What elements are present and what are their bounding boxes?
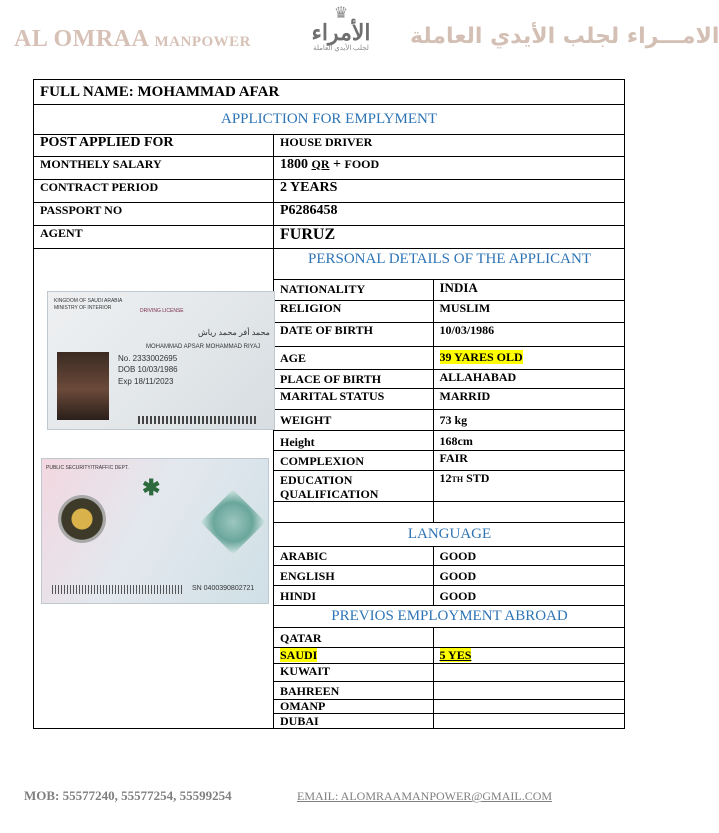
license-ministry: MINISTRY OF INTERIOR <box>54 305 112 311</box>
letterhead <box>0 0 719 70</box>
dob-value: 10/03/1986 <box>433 322 625 346</box>
applicant-photo <box>57 352 109 420</box>
birthplace-label: PLACE OF BIRTH <box>274 369 433 388</box>
details-column <box>274 249 625 729</box>
agent-value: FURUZ <box>274 226 625 249</box>
age-value <box>433 346 625 369</box>
employment-bahrain-value <box>433 681 625 699</box>
blank-value <box>433 501 625 522</box>
employment-dubai-value <box>433 713 625 728</box>
driving-license-front <box>47 291 275 430</box>
license-name-english: MOHAMMAD APSAR MOHAMMAD RIYAJ <box>146 344 261 350</box>
company-logo <box>286 6 396 54</box>
application-title: APPLICTION FOR EMPLYMENT <box>34 105 625 135</box>
employment-saudi-text: SAUDI <box>280 647 318 662</box>
salary-amount: 1800 <box>280 157 308 172</box>
documents-area <box>34 249 274 729</box>
religion-label: RELIGION <box>274 300 433 322</box>
employment-qatar-value <box>433 627 625 647</box>
passport-value: P6286458 <box>274 203 625 226</box>
salary-currency: QR <box>311 157 330 171</box>
marital-value: MARRID <box>433 388 625 409</box>
language-hindi-value: GOOD <box>433 585 625 605</box>
post-value: HOUSE DRIVER <box>274 135 625 157</box>
dob-label: DATE OF BIRTH <box>274 322 433 346</box>
brand-name-arabic: الامـــراء لجلب الأيدي العاملة <box>410 24 719 49</box>
employment-oman-label: OMANP <box>274 699 433 713</box>
language-arabic-value: GOOD <box>433 546 625 565</box>
birthplace-value: ALLAHABAD <box>433 369 625 388</box>
blank-label <box>274 501 433 522</box>
religion-value: MUSLIM <box>433 300 625 322</box>
employment-saudi-label <box>274 647 433 663</box>
brand-name-sub: MANPOWER <box>154 34 252 50</box>
education-number: 12 <box>439 470 452 485</box>
logo-text: الأمراء <box>311 20 371 45</box>
post-label: POST APPLIED FOR <box>34 135 274 157</box>
education-value <box>433 470 625 501</box>
logo-subtext: لجلب الأيدي العاملة <box>313 44 369 52</box>
personal-title: PERSONAL DETAILS OF THE APPLICANT <box>274 249 625 279</box>
height-value: 168cm <box>433 430 625 450</box>
hologram-icon <box>200 489 265 554</box>
salary-label: MONTHELY SALARY <box>34 157 274 180</box>
license-barcode <box>138 416 258 424</box>
weight-value: 73 kg <box>433 409 625 430</box>
education-level: STD <box>463 470 490 485</box>
age-label: AGE <box>274 346 433 369</box>
application-form <box>33 79 625 729</box>
crown-icon: ♛ <box>333 5 349 22</box>
contract-value: 2 YEARS <box>274 180 625 203</box>
complexion-label: COMPLEXION <box>274 450 433 470</box>
nationality-label: NATIONALITY <box>274 279 433 300</box>
license-type: DRIVING LICENSE <box>140 308 184 314</box>
language-hindi-label: HINDI <box>274 585 433 605</box>
employment-saudi-value <box>433 647 625 663</box>
license-serial: SN 0400390802721 <box>192 585 255 592</box>
agent-label: AGENT <box>34 226 274 249</box>
contract-label: CONTRACT PERIOD <box>34 180 274 203</box>
marital-label: MARITAL STATUS <box>274 388 433 409</box>
age-text: 39 YARES OLD <box>439 349 523 364</box>
license-expiry: Exp 18/11/2023 <box>118 377 174 386</box>
nationality-value: INDIA <box>433 279 625 300</box>
footer-mobile: MOB: 55577240, 55577254, 55599254 <box>24 788 232 803</box>
brand-name-main: AL OMRAA <box>14 26 149 52</box>
license-number: No. 2333002695 <box>118 354 178 363</box>
height-label: Height <box>274 430 433 450</box>
license-name-arabic: محمد أفر محمد رياش <box>198 328 270 337</box>
employment-kuwait-value <box>433 663 625 681</box>
employment-kuwait-label: KUWAIT <box>274 663 433 681</box>
seal-icon <box>58 495 106 543</box>
license-back-barcode <box>52 585 182 594</box>
passport-label: PASSPORT NO <box>34 203 274 226</box>
employment-saudi-years: 5 YES <box>439 647 472 662</box>
employment-qatar-label: QATAR <box>274 627 433 647</box>
employment-oman-value <box>433 699 625 713</box>
education-suffix: TH <box>451 474 464 484</box>
complexion-value: FAIR <box>433 450 625 470</box>
license-dob: DOB 10/03/1986 <box>118 365 178 374</box>
education-label: EDUCATION QUALIFICATION <box>274 470 433 501</box>
driving-license-back <box>41 458 269 604</box>
weight-label: WEIGHT <box>274 409 433 430</box>
salary-plus: + <box>333 157 341 172</box>
license-dept: PUBLIC SECURITY/TRAFFIC DEPT. <box>46 465 129 471</box>
footer-email-link[interactable]: EMAIL: ALOMRAAMANPOWER@GMAIL.COM <box>297 789 553 803</box>
employment-title: PREVIOS EMPLOYMENT ABROAD <box>274 605 625 627</box>
full-name: FULL NAME: MOHAMMAD AFAR <box>34 80 625 105</box>
license-kingdom: KINGDOM OF SAUDI ARABIA <box>54 298 123 304</box>
language-english-label: ENGLISH <box>274 565 433 585</box>
salary-value <box>274 157 625 180</box>
brand-name-english <box>14 26 251 53</box>
employment-bahrain-label: BAHREEN <box>274 681 433 699</box>
salary-extra: FOOD <box>344 157 380 171</box>
details-table <box>274 249 625 728</box>
language-english-value: GOOD <box>433 565 625 585</box>
palm-emblem-icon: ✱ <box>142 475 161 500</box>
language-arabic-label: ARABIC <box>274 546 433 565</box>
language-title: LANGUAGE <box>274 522 625 546</box>
employment-dubai-label: DUBAI <box>274 713 433 728</box>
